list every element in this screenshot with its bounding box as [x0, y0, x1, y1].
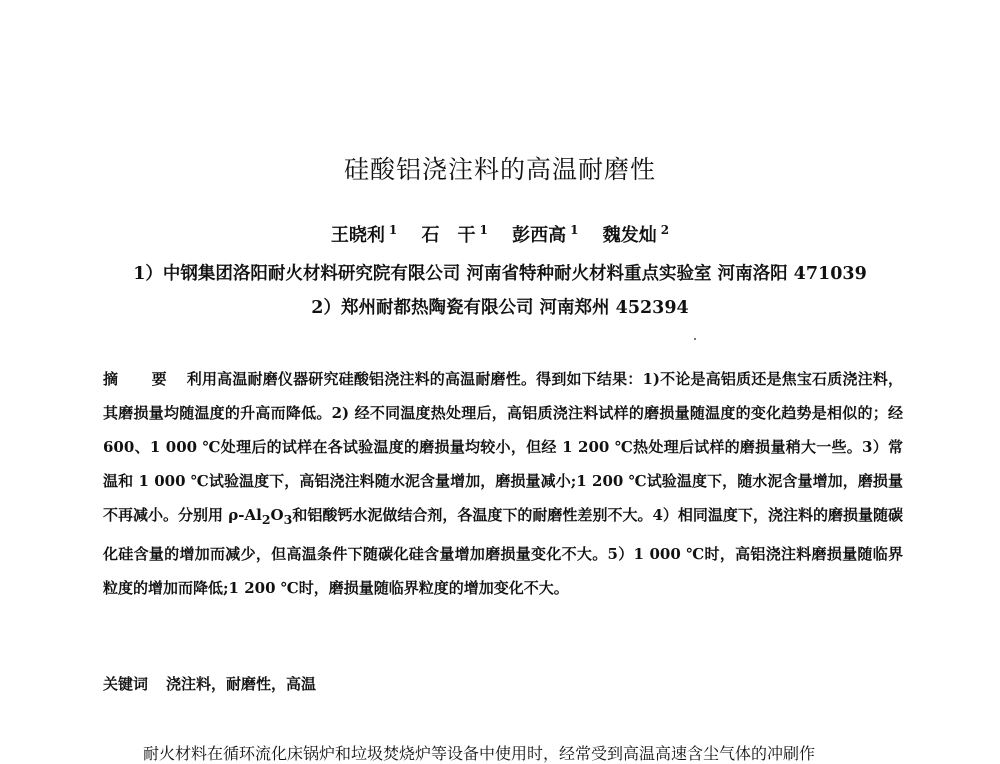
abstract-label: 摘 要: [103, 370, 181, 388]
keywords-text: 浇注料，耐磨性，高温: [166, 675, 317, 693]
author: [331, 225, 397, 246]
abstract: [103, 362, 903, 605]
scan-speck: [694, 338, 696, 340]
author-affiliation-mark: 1: [570, 223, 579, 237]
author: [512, 225, 578, 246]
author-affiliation-mark: 2: [660, 223, 670, 237]
affiliation-2: 2）郑州耐都热陶瓷有限公司 河南郑州 452394: [311, 298, 689, 318]
author: [603, 225, 669, 246]
author: [422, 225, 488, 246]
formula-text: O: [270, 506, 284, 524]
author-affiliation-mark: 1: [388, 223, 398, 237]
author-list: [0, 221, 1000, 247]
formula-subscript: 3: [283, 512, 293, 527]
author-name: 石 干: [421, 225, 476, 246]
author-name: 魏发灿: [602, 225, 657, 246]
author-name: 王晓利: [330, 225, 385, 246]
abstract-text-continued: 和铝酸钙水泥做结合剂，各温度下的耐磨性差别不大。4）相同温度下，浇注料的磨损量随碳化硅含量的增加而减少，但高温条件下随碳化硅含量增加磨损量变化不大。5）1 000 ℃时，高铝浇注料磨损量随临界粒度的增加而降低;1 200 ℃时，磨损量随临界粒度的增加变化不大。: [103, 506, 903, 597]
paper-title: 硅酸铝浇注料的高温耐磨性: [343, 155, 656, 184]
author-name: 彭西高: [512, 225, 567, 246]
keywords: [103, 673, 316, 694]
author-affiliation-mark: 1: [479, 223, 488, 237]
formula-subscript: 2: [261, 512, 271, 527]
keywords-label: 关键词: [103, 675, 149, 693]
abstract-text: 利用高温耐磨仪器研究硅酸铝浇注料的高温耐磨性。得到如下结果：1)不论是高铝质还是焦宝石质浇注料，其磨损量均随温度的升高而降低。2) 经不同温度热处理后，高铝质浇注料试样的磨损量随温度的变化趋势是相似的；经 600、1 000 ℃处理后的试样在各试验温度的磨损量均较小，但经 1 200 ℃热处理后试样的磨损量稍大一些。3）常温和 1 000 ℃试验温度下，高铝浇注料随水泥含量增加，磨损量减小;1 200 ℃试验温度下，随水泥含量增加，磨损量不再减小。分别用 ρ-Al: [103, 370, 903, 524]
affiliation-1: 1）中钢集团洛阳耐火材料研究院有限公司 河南省特种耐火材料重点实验室 河南洛阳 471039: [133, 264, 867, 284]
body-first-line: 耐火材料在循环流化床锅炉和垃圾焚烧炉等设备中使用时，经常受到高温高速含尘气体的冲刷作: [143, 744, 816, 763]
